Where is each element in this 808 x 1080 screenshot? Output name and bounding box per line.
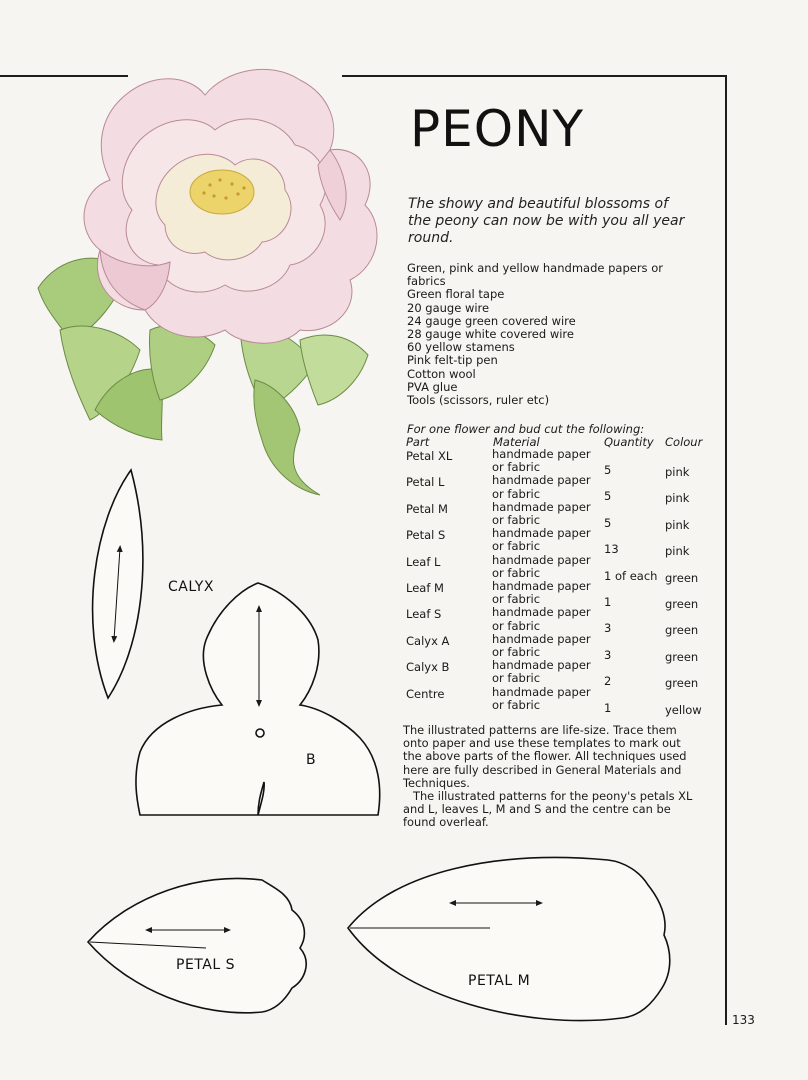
pattern-calyx-b-outline	[136, 583, 380, 815]
quantity-cell: 3	[604, 621, 612, 636]
column-header-colour: Colour	[665, 435, 703, 449]
calyx-b-label: B	[306, 752, 317, 768]
material-item: Pink felt-tip pen	[407, 353, 498, 368]
part-cell: Leaf M	[406, 581, 444, 595]
table-row	[406, 605, 726, 638]
part-cell: Petal M	[406, 501, 448, 516]
colour-cell: pink	[665, 491, 690, 506]
notes-paragraph: The illustrated patterns are life-size. Trace them onto paper and use these templates to mark out the above parts of the flower. All techniques used here are fully described in General Materials and Techniques.	[403, 723, 687, 790]
colour-cell: yellow	[665, 702, 702, 717]
material-cell: handmade paper or fabric	[492, 526, 591, 554]
petal-m-label: PETAL M	[468, 973, 531, 989]
part-cell: Calyx B	[406, 660, 450, 675]
table-row	[406, 631, 726, 664]
quantity-cell: 1 of each	[604, 568, 658, 583]
table-row	[406, 526, 726, 559]
pattern-notes	[403, 724, 703, 830]
colour-cell: green	[665, 676, 699, 691]
material-cell: handmade paper or fabric	[492, 605, 591, 633]
colour-cell: pink	[665, 517, 690, 532]
table-row	[406, 658, 726, 691]
material-item: 60 yellow stamens	[407, 340, 515, 355]
column-header-material: Material	[493, 435, 540, 449]
quantity-cell: 1	[604, 700, 612, 715]
material-item: Tools (scissors, ruler etc)	[407, 393, 550, 408]
material-cell: handmade paper or fabric	[492, 552, 591, 580]
material-item: 24 gauge green covered wire	[407, 313, 576, 328]
colour-cell: green	[665, 649, 699, 664]
material-cell: handmade paper or fabric	[492, 658, 591, 686]
part-cell: Petal S	[406, 528, 446, 543]
table-row	[406, 684, 726, 717]
table-row	[406, 473, 726, 506]
colour-cell: green	[665, 570, 699, 585]
petal-s-label: PETAL S	[176, 957, 235, 973]
peony-centre	[190, 170, 254, 214]
pattern-petal-m-outline	[348, 858, 670, 1021]
peony-illustration	[38, 69, 377, 495]
material-item: PVA glue	[407, 379, 458, 394]
part-cell: Leaf S	[406, 607, 442, 622]
cutting-heading: For one flower and bud cut the following:	[407, 422, 645, 436]
material-cell: handmade paper or fabric	[492, 499, 591, 527]
material-item: Green floral tape	[407, 287, 505, 302]
page-number: 133	[732, 1013, 755, 1027]
pattern-sepal-outline	[93, 470, 143, 698]
quantity-cell: 3	[604, 647, 612, 662]
table-row	[406, 552, 726, 585]
part-cell: Centre	[406, 686, 445, 701]
materials-list	[407, 262, 707, 407]
intro-text: The showy and beautiful blossoms of the peony can now be with you all year round.	[408, 196, 685, 246]
table-row	[406, 579, 726, 611]
part-cell: Calyx A	[406, 633, 450, 648]
quantity-cell: 2	[604, 674, 612, 689]
column-header-part: Part	[406, 435, 430, 449]
material-item: Green, pink and yellow handmade papers or fabrics	[407, 261, 663, 289]
calyx-label: CALYX	[168, 579, 214, 595]
material-item: 28 gauge white covered wire	[407, 327, 574, 342]
page-title: PEONY	[410, 100, 585, 158]
quantity-cell: 5	[604, 515, 612, 530]
colour-cell: green	[665, 597, 699, 611]
part-cell: Petal XL	[406, 449, 453, 463]
material-cell: handmade paper or fabric	[492, 684, 591, 712]
material-item: Cotton wool	[407, 366, 476, 381]
notes-paragraph: The illustrated patterns for the peony's petals XL and L, leaves L, M and S and the centre can be found overleaf.	[403, 789, 693, 830]
table-row	[406, 499, 726, 532]
material-cell: handmade paper or fabric	[492, 631, 591, 659]
material-cell: handmade paper or fabric	[492, 579, 591, 607]
material-cell: handmade paper or fabric	[492, 473, 591, 501]
quantity-cell: 5	[604, 463, 612, 477]
colour-cell: pink	[665, 544, 690, 559]
material-item: 20 gauge wire	[407, 300, 490, 315]
quantity-cell: 13	[604, 542, 619, 557]
material-cell: handmade paper or fabric	[492, 447, 591, 475]
quantity-cell: 1	[604, 595, 612, 609]
pattern-petal-s-outline	[88, 878, 306, 1012]
table-row	[406, 447, 726, 479]
part-cell: Petal L	[406, 475, 445, 490]
colour-cell: pink	[665, 465, 690, 479]
colour-cell: green	[665, 623, 699, 638]
part-cell: Leaf L	[406, 554, 441, 569]
column-header-quantity: Quantity	[604, 435, 654, 449]
quantity-cell: 5	[604, 489, 612, 504]
